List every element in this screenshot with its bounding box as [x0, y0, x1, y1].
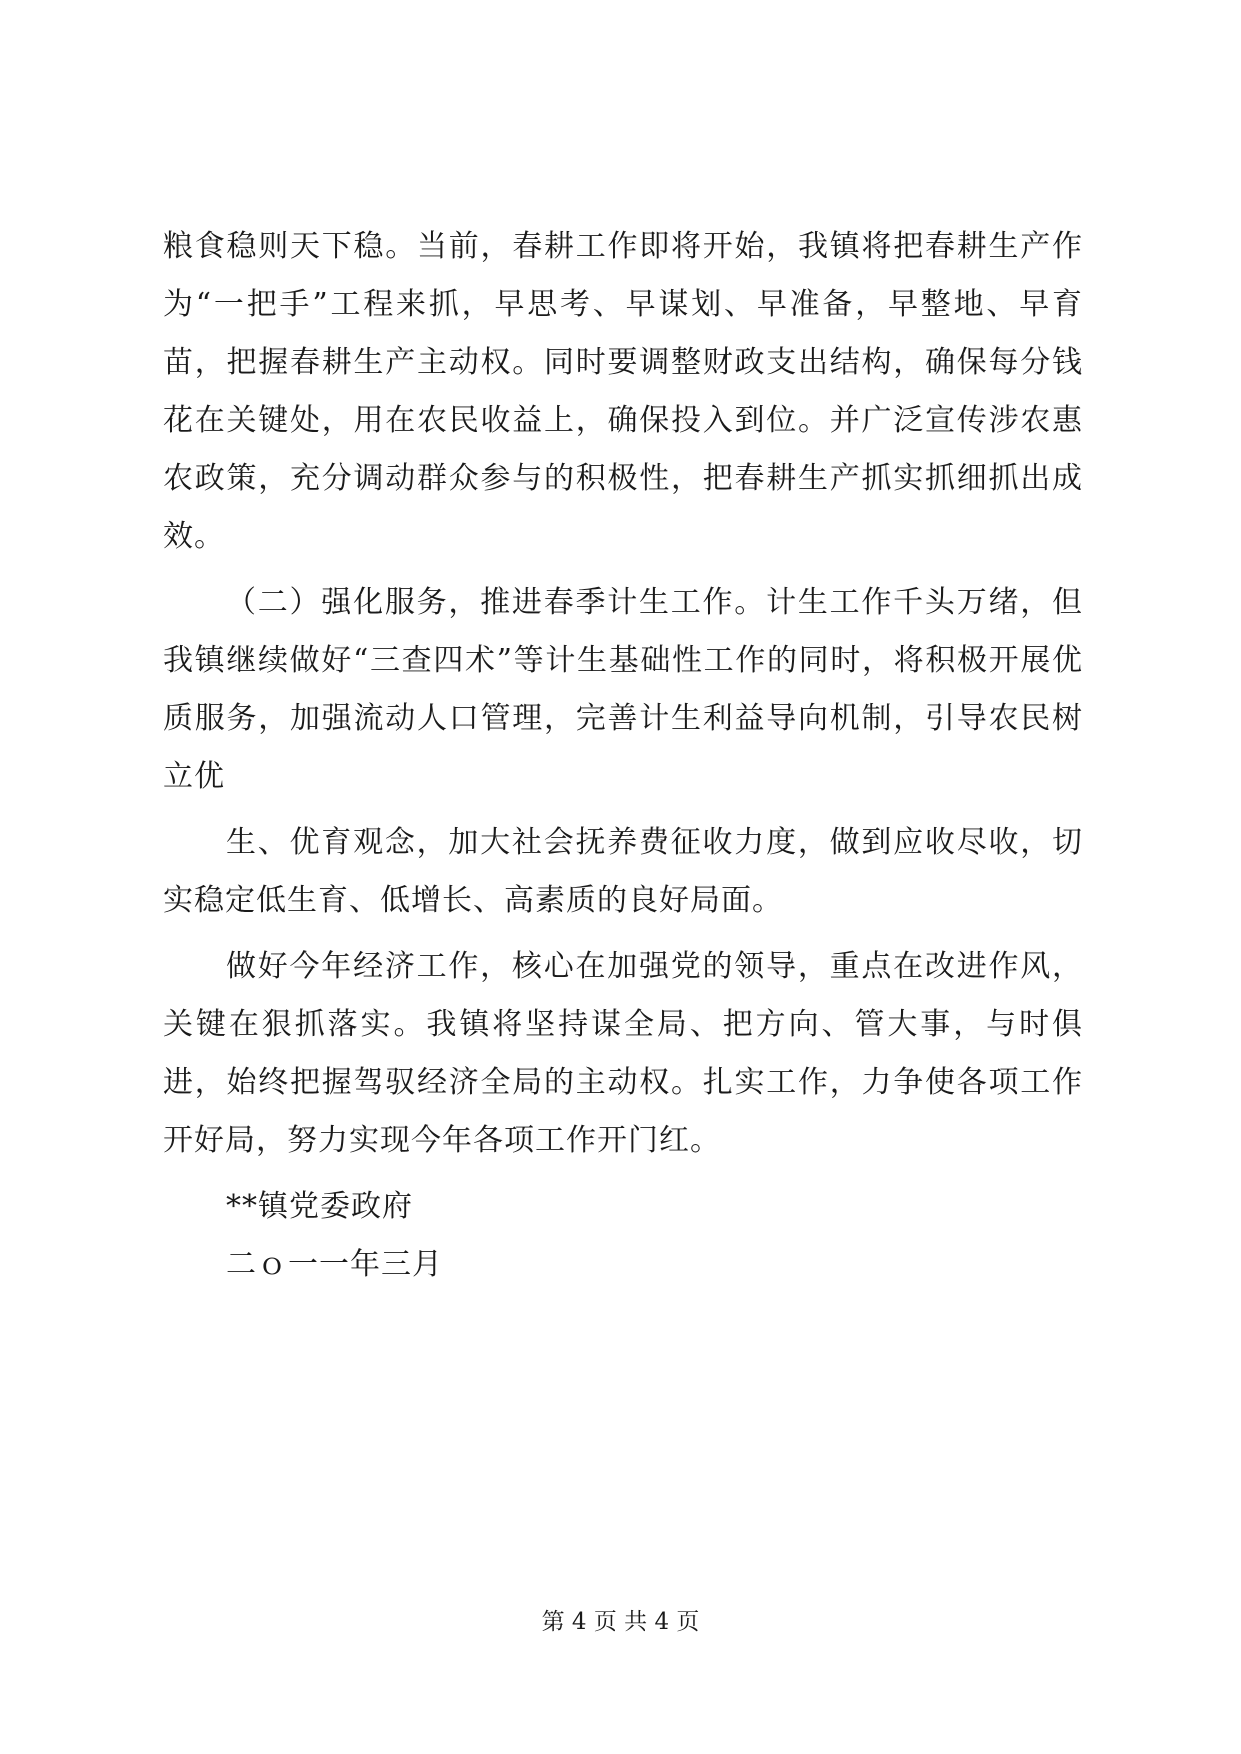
paragraph-economic-work: 做好今年经济工作，核心在加强党的领导，重点在改进作风，关键在狠抓落实。我镇将坚持谋全局、把方向、管大事，与时俱进，始终把握驾驭经济全局的主动权。扎实工作，力争使各项工作开好局，努力实现今年各项工作开门红。: [163, 949, 1083, 1158]
paragraph-grain-stability: 粮食稳则天下稳。当前，春耕工作即将开始，我镇将把春耕生产作为“一把手”工程来抓，早思考、早谋划、早准备，早整地、早育苗，把握春耕生产主动权。同时要调整财政支出结构，确保每分钱花在关键处，用在农民收益上，确保投入到位。并广泛宣传涉农惠农政策，充分调动群众参与的积极性，把春耕生产抓实抓细抓出成效。: [163, 229, 1083, 554]
paragraph-family-planning: （二）强化服务，推进春季计生工作。计生工作千头万绪，但我镇继续做好“三查四术”等计生基础性工作的同时，将积极开展优质服务，加强流动人口管理，完善计生利益导向机制，引导农民树立优: [163, 585, 1083, 794]
document-body: [163, 218, 1083, 1294]
date-line: 二ｏ一一年三月: [226, 1247, 443, 1282]
paragraph-family-planning-cont: 生、优育观念，加大社会抚养费征收力度，做到应收尽收，切实稳定低生育、低增长、高素质的良好局面。: [163, 825, 1083, 918]
page-footer: 第 4 页 共 4 页: [541, 1609, 700, 1635]
signature-line: **镇党委政府: [226, 1189, 413, 1224]
